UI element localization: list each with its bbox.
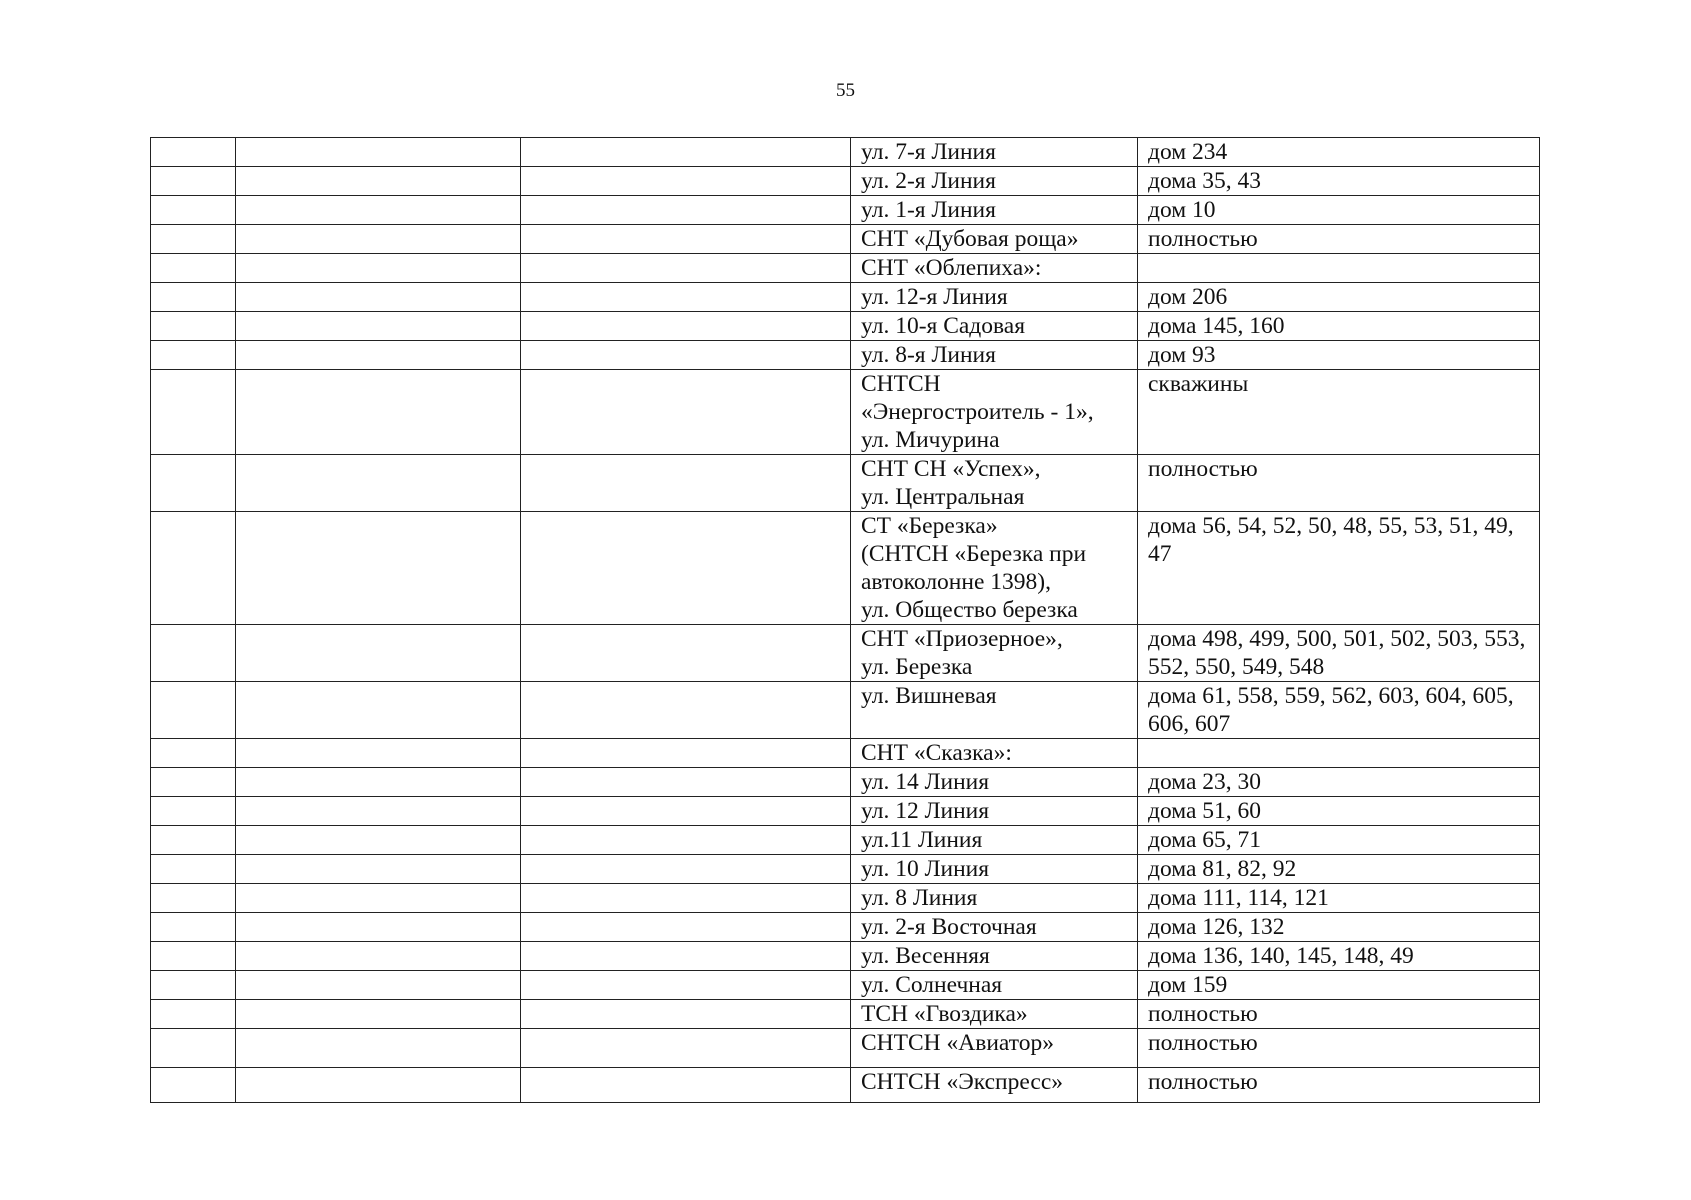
houses-cell: дома 61, 558, 559, 562, 603, 604, 605, 606, 607 [1138,682,1540,739]
street-cell: СНТ «Приозерное», ул. Березка [851,625,1138,682]
houses-cell: дома 145, 160 [1138,312,1540,341]
locality-cell [521,254,851,283]
district-cell [236,455,521,512]
houses-cell: полностью [1138,1029,1540,1068]
district-cell [236,739,521,768]
houses-cell [1138,254,1540,283]
locality-cell [521,739,851,768]
district-cell [236,797,521,826]
district-cell [236,625,521,682]
table-row [151,455,1540,512]
street-cell: СНТ «Дубовая роща» [851,225,1138,254]
houses-cell: дома 65, 71 [1138,826,1540,855]
houses-cell: дома 498, 499, 500, 501, 502, 503, 553, 552, 550, 549, 548 [1138,625,1540,682]
table-row [151,913,1540,942]
street-cell: ул. 8-я Линия [851,341,1138,370]
houses-cell: дома 81, 82, 92 [1138,855,1540,884]
table-row [151,138,1540,167]
district-cell [236,1000,521,1029]
locality-cell [521,1000,851,1029]
district-cell [236,167,521,196]
table-row [151,196,1540,225]
locality-cell [521,625,851,682]
number-cell [151,312,236,341]
number-cell [151,971,236,1000]
number-cell [151,797,236,826]
table-row [151,1000,1540,1029]
table-row [151,625,1540,682]
street-cell: СНТСН «Авиатор» [851,1029,1138,1068]
houses-cell: дом 234 [1138,138,1540,167]
district-cell [236,138,521,167]
table-row [151,739,1540,768]
district-cell [236,341,521,370]
table-row [151,312,1540,341]
houses-cell: дома 56, 54, 52, 50, 48, 55, 53, 51, 49, 47 [1138,512,1540,625]
district-cell [236,1029,521,1068]
houses-cell: скважины [1138,370,1540,455]
locality-cell [521,682,851,739]
number-cell [151,826,236,855]
district-cell [236,370,521,455]
street-cell: ул.11 Линия [851,826,1138,855]
locality-cell [521,167,851,196]
number-cell [151,225,236,254]
number-cell [151,341,236,370]
locality-cell [521,312,851,341]
locality-cell [521,884,851,913]
number-cell [151,625,236,682]
locality-cell [521,768,851,797]
street-cell: ул. Весенняя [851,942,1138,971]
district-cell [236,283,521,312]
number-cell [151,512,236,625]
table-row [151,167,1540,196]
houses-cell: дома 136, 140, 145, 148, 49 [1138,942,1540,971]
locality-cell [521,942,851,971]
locality-cell [521,971,851,1000]
houses-cell: дом 93 [1138,341,1540,370]
street-cell: ул. 8 Линия [851,884,1138,913]
number-cell [151,1000,236,1029]
locality-cell [521,370,851,455]
street-cell: ул. 12-я Линия [851,283,1138,312]
houses-cell: полностью [1138,455,1540,512]
street-cell: ул. 2-я Восточная [851,913,1138,942]
street-cell: ул. Вишневая [851,682,1138,739]
number-cell [151,884,236,913]
street-cell: СНТ «Сказка»: [851,739,1138,768]
street-cell: ул. 10 Линия [851,855,1138,884]
locality-cell [521,826,851,855]
district-cell [236,884,521,913]
locality-cell [521,225,851,254]
district-cell [236,855,521,884]
table-row [151,797,1540,826]
number-cell [151,739,236,768]
table-row [151,1029,1540,1068]
district-cell [236,826,521,855]
number-cell [151,370,236,455]
houses-cell: полностью [1138,1000,1540,1029]
district-cell [236,913,521,942]
locality-cell [521,283,851,312]
street-cell: СНТ СН «Успех», ул. Центральная [851,455,1138,512]
locality-cell [521,855,851,884]
locality-cell [521,913,851,942]
locality-cell [521,1029,851,1068]
table-row [151,283,1540,312]
street-cell: ул. 10-я Садовая [851,312,1138,341]
district-cell [236,254,521,283]
number-cell [151,455,236,512]
street-cell: ул. 14 Линия [851,768,1138,797]
number-cell [151,138,236,167]
district-cell [236,196,521,225]
houses-cell [1138,739,1540,768]
table-row [151,826,1540,855]
locality-cell [521,341,851,370]
table-row [151,768,1540,797]
street-cell: СНТ «Облепиха»: [851,254,1138,283]
district-cell [236,512,521,625]
number-cell [151,167,236,196]
table-row [151,682,1540,739]
locality-cell [521,196,851,225]
houses-cell: полностью [1138,225,1540,254]
district-cell [236,768,521,797]
number-cell [151,283,236,312]
houses-cell: дома 23, 30 [1138,768,1540,797]
number-cell [151,768,236,797]
locality-cell [521,512,851,625]
number-cell [151,942,236,971]
street-cell: ул. 7-я Линия [851,138,1138,167]
street-cell: СТ «Березка» (СНТСН «Березка при автоколонне 1398), ул. Общество березка [851,512,1138,625]
district-cell [236,1068,521,1103]
table-row [151,341,1540,370]
street-cell: ул. 1-я Линия [851,196,1138,225]
locality-cell [521,455,851,512]
houses-cell: полностью [1138,1068,1540,1103]
number-cell [151,1029,236,1068]
street-cell: СНТСН «Экспресс» [851,1068,1138,1103]
table-row [151,971,1540,1000]
street-cell: ул. 2-я Линия [851,167,1138,196]
street-cell: СНТСН «Энергостроитель - 1», ул. Мичурина [851,370,1138,455]
houses-cell: дома 51, 60 [1138,797,1540,826]
houses-cell: дом 159 [1138,971,1540,1000]
district-cell [236,682,521,739]
district-cell [236,312,521,341]
table-row [151,512,1540,625]
locality-cell [521,797,851,826]
table-row [151,254,1540,283]
number-cell [151,196,236,225]
locality-cell [521,138,851,167]
locality-cell [521,1068,851,1103]
street-cell: ул. Солнечная [851,971,1138,1000]
houses-cell: дома 111, 114, 121 [1138,884,1540,913]
table-row [151,855,1540,884]
street-cell: ул. 12 Линия [851,797,1138,826]
houses-cell: дома 126, 132 [1138,913,1540,942]
number-cell [151,855,236,884]
number-cell [151,682,236,739]
street-cell: ТСН «Гвоздика» [851,1000,1138,1029]
number-cell [151,1068,236,1103]
address-table [150,137,1540,1103]
district-cell [236,971,521,1000]
houses-cell: дом 206 [1138,283,1540,312]
number-cell [151,254,236,283]
houses-cell: дома 35, 43 [1138,167,1540,196]
table-row [151,225,1540,254]
district-cell [236,225,521,254]
table-row [151,942,1540,971]
page-number: 55 [836,80,855,101]
table-row [151,884,1540,913]
table-row [151,1068,1540,1103]
table-row [151,370,1540,455]
number-cell [151,913,236,942]
houses-cell: дом 10 [1138,196,1540,225]
district-cell [236,942,521,971]
